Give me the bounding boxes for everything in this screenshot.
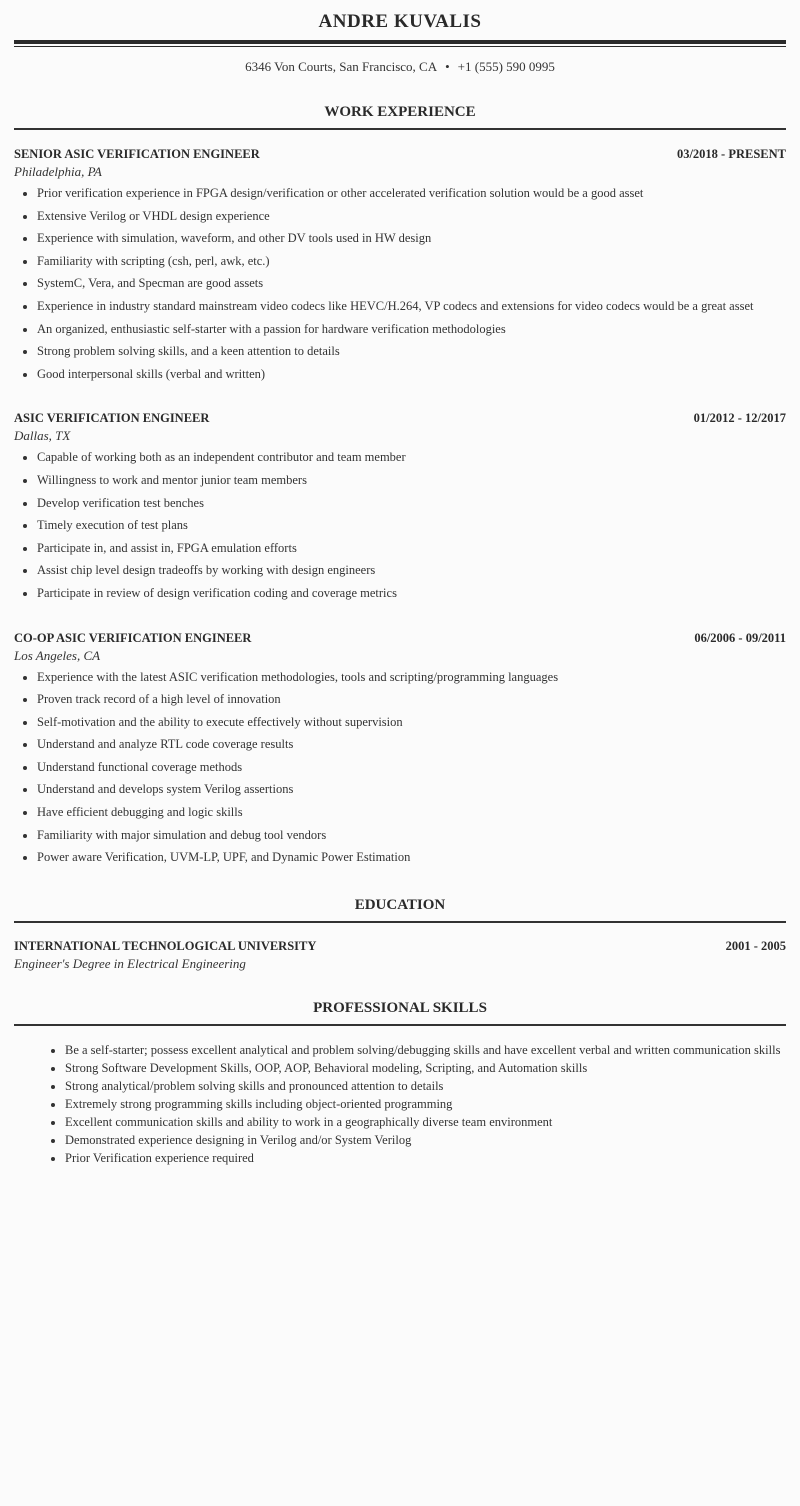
list-item: • Experience in industry standard mainstream video codecs like HEVC/H.264, VP codecs and extensions for video codecs would be a great asset bbox=[37, 295, 786, 318]
job-title: ASIC VERIFICATION ENGINEER bbox=[14, 411, 210, 426]
list-item: • Familiarity with major simulation and debug tool vendors bbox=[37, 824, 786, 847]
job-header bbox=[14, 146, 786, 163]
list-item: • Demonstrated experience designing in Verilog and/or System Verilog bbox=[65, 1131, 786, 1149]
header-rule-thick bbox=[14, 40, 786, 44]
job-entry bbox=[14, 410, 786, 604]
list-item: • Prior Verification experience required bbox=[65, 1149, 786, 1167]
job-dates: 06/2006 - 09/2011 bbox=[694, 630, 786, 645]
list-item: • Develop verification test benches bbox=[37, 492, 786, 515]
contact-separator: • bbox=[445, 59, 450, 74]
list-item: • Capable of working both as an independent contributor and team member bbox=[37, 446, 786, 469]
job-dates: 01/2012 - 12/2017 bbox=[693, 411, 786, 426]
contact-line bbox=[14, 58, 786, 76]
list-item: • Power aware Verification, UVM-LP, UPF, and Dynamic Power Estimation bbox=[37, 846, 786, 869]
candidate-name: ANDRE KUVALIS bbox=[318, 11, 482, 32]
list-item: • Proven track record of a high level of innovation bbox=[37, 688, 786, 711]
list-item: • Be a self-starter; possess excellent analytical and problem solving/debugging skills and have excellent verbal and written communication skills bbox=[65, 1041, 786, 1059]
job-title: SENIOR ASIC VERIFICATION ENGINEER bbox=[14, 147, 260, 161]
list-item: • Timely execution of test plans bbox=[37, 514, 786, 537]
list-item: • Strong Software Development Skills, OOP, AOP, Behavioral modeling, Scripting, and Automation skills bbox=[65, 1059, 786, 1077]
job-bullet-list bbox=[14, 666, 786, 869]
section-title-work: WORK EXPERIENCE bbox=[324, 104, 476, 120]
contact-phone: +1 (555) 590 0995 bbox=[457, 59, 555, 74]
list-item: • Extensive Verilog or VHDL design experience bbox=[37, 205, 786, 228]
degree: Engineer's Degree in Electrical Engineering bbox=[14, 955, 246, 971]
list-item: • Understand functional coverage methods bbox=[37, 756, 786, 779]
list-item: • Self-motivation and the ability to execute effectively without supervision bbox=[37, 711, 786, 734]
section-rule-skills bbox=[14, 1024, 786, 1026]
list-item: • Have efficient debugging and logic skills bbox=[37, 801, 786, 824]
list-item: • SystemC, Vera, and Specman are good assets bbox=[37, 272, 786, 295]
job-dates: 03/2018 - PRESENT bbox=[676, 147, 786, 161]
contact-address: 6346 Von Courts, San Francisco, CA bbox=[245, 59, 438, 74]
list-item: • Participate in review of design verification coding and coverage metrics bbox=[37, 582, 786, 605]
list-item: • Extremely strong programming skills including object-oriented programming bbox=[65, 1095, 786, 1113]
school-name: INTERNATIONAL TECHNOLOGICAL UNIVERSITY bbox=[14, 938, 317, 953]
education-years: 2001 - 2005 bbox=[725, 938, 786, 953]
list-item: • Participate in, and assist in, FPGA emulation efforts bbox=[37, 537, 786, 560]
header-rule-thin bbox=[14, 46, 786, 47]
list-item: • Understand and analyze RTL code coverage results bbox=[37, 733, 786, 756]
work-experience-section bbox=[14, 102, 786, 869]
list-item: • Strong analytical/problem solving skills and pronounced attention to details bbox=[65, 1077, 786, 1095]
list-item: • Willingness to work and mentor junior team members bbox=[37, 469, 786, 492]
education-section bbox=[14, 895, 786, 973]
job-title: CO-OP ASIC VERIFICATION ENGINEER bbox=[14, 630, 252, 645]
job-header bbox=[14, 410, 786, 427]
job-location: Los Angeles, CA bbox=[14, 647, 101, 663]
section-rule-education bbox=[14, 921, 786, 923]
resume-page bbox=[14, 0, 786, 1167]
job-bullet-list bbox=[14, 446, 786, 604]
job-bullet-list bbox=[14, 182, 786, 385]
job-header bbox=[14, 630, 786, 647]
education-entry bbox=[14, 938, 786, 973]
list-item: • Good interpersonal skills (verbal and written) bbox=[37, 363, 786, 386]
list-item: • Strong problem solving skills, and a keen attention to details bbox=[37, 340, 786, 363]
job-location: Dallas, TX bbox=[14, 428, 71, 444]
list-item: • Understand and develops system Verilog assertions bbox=[37, 778, 786, 801]
section-rule-work bbox=[14, 128, 786, 130]
list-item: • Experience with simulation, waveform, and other DV tools used in HW design bbox=[37, 227, 786, 250]
education-header bbox=[14, 938, 786, 955]
skills-list bbox=[14, 1041, 786, 1167]
skills-section bbox=[14, 998, 786, 1167]
section-title-education: EDUCATION bbox=[354, 896, 446, 913]
job-location: Philadelphia, PA bbox=[14, 164, 102, 179]
list-item: • An organized, enthusiastic self-starter with a passion for hardware verification methodologies bbox=[37, 318, 786, 341]
job-entry bbox=[14, 630, 786, 869]
list-item: • Assist chip level design tradeoffs by working with design engineers bbox=[37, 559, 786, 582]
list-item: • Experience with the latest ASIC verification methodologies, tools and scripting/programming languages bbox=[37, 666, 786, 689]
list-item: • Familiarity with scripting (csh, perl, awk, etc.) bbox=[37, 250, 786, 273]
list-item: • Excellent communication skills and ability to work in a geographically diverse team environment bbox=[65, 1113, 786, 1131]
section-title-skills: PROFESSIONAL SKILLS bbox=[313, 999, 487, 1016]
list-item: • Prior verification experience in FPGA design/verification or other accelerated verification solution would be a good asset bbox=[37, 182, 786, 205]
job-entry bbox=[14, 146, 786, 385]
